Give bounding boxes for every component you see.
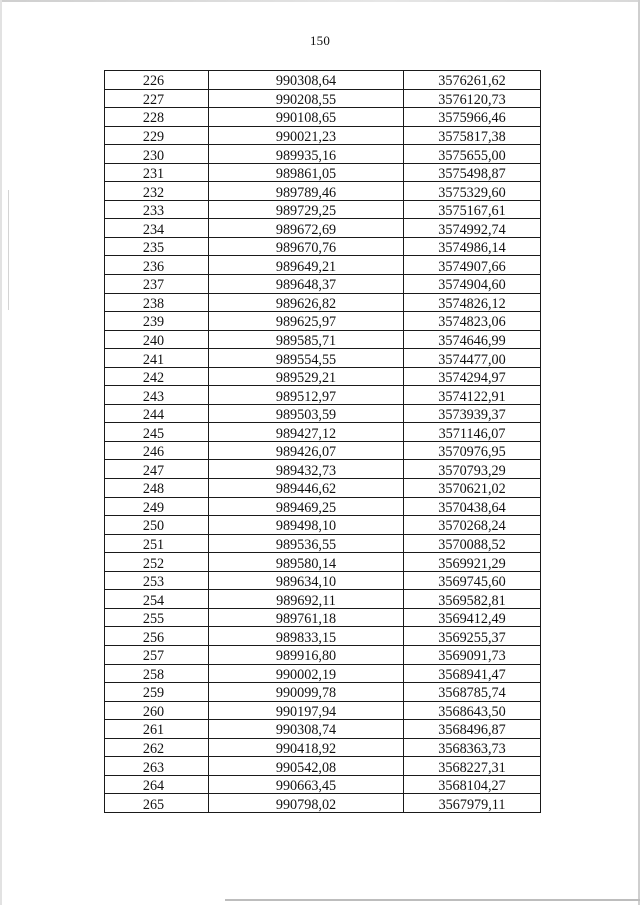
table-row: [105, 89, 541, 108]
point-number-cell: 230: [105, 145, 209, 164]
x-coordinate-cell: 990308,64: [209, 71, 404, 90]
point-number-cell: 240: [105, 330, 209, 349]
y-coordinate-cell: 3574294,97: [404, 367, 541, 386]
x-coordinate-cell: 989761,18: [209, 608, 404, 627]
table-row: [105, 757, 541, 776]
table-row: [105, 182, 541, 201]
table-row: [105, 571, 541, 590]
y-coordinate-cell: 3575966,46: [404, 108, 541, 127]
coordinates-table: [104, 70, 541, 813]
point-number-cell: 242: [105, 367, 209, 386]
x-coordinate-cell: 989427,12: [209, 423, 404, 442]
y-coordinate-cell: 3567979,11: [404, 794, 541, 813]
point-number-cell: 239: [105, 312, 209, 331]
x-coordinate-cell: 989512,97: [209, 386, 404, 405]
x-coordinate-cell: 989426,07: [209, 441, 404, 460]
x-coordinate-cell: 990108,65: [209, 108, 404, 127]
scan-mark-left: [8, 190, 9, 310]
x-coordinate-cell: 989634,10: [209, 571, 404, 590]
point-number-cell: 229: [105, 126, 209, 145]
y-coordinate-cell: 3570621,02: [404, 479, 541, 498]
x-coordinate-cell: 989432,73: [209, 460, 404, 479]
x-coordinate-cell: 989649,21: [209, 256, 404, 275]
x-coordinate-cell: 989861,05: [209, 163, 404, 182]
scan-edge-left: [0, 0, 2, 905]
point-number-cell: 234: [105, 219, 209, 238]
y-coordinate-cell: 3575655,00: [404, 145, 541, 164]
point-number-cell: 235: [105, 237, 209, 256]
x-coordinate-cell: 989469,25: [209, 497, 404, 516]
point-number-cell: 254: [105, 590, 209, 609]
table-row: [105, 608, 541, 627]
y-coordinate-cell: 3574477,00: [404, 349, 541, 368]
y-coordinate-cell: 3569255,37: [404, 627, 541, 646]
table-row: [105, 720, 541, 739]
y-coordinate-cell: 3570976,95: [404, 441, 541, 460]
table-row: [105, 534, 541, 553]
point-number-cell: 249: [105, 497, 209, 516]
y-coordinate-cell: 3574646,99: [404, 330, 541, 349]
y-coordinate-cell: 3568227,31: [404, 757, 541, 776]
table-row: [105, 683, 541, 702]
point-number-cell: 262: [105, 738, 209, 757]
table-row: [105, 293, 541, 312]
point-number-cell: 258: [105, 664, 209, 683]
point-number-cell: 251: [105, 534, 209, 553]
table-row: [105, 163, 541, 182]
point-number-cell: 231: [105, 163, 209, 182]
y-coordinate-cell: 3575817,38: [404, 126, 541, 145]
point-number-cell: 253: [105, 571, 209, 590]
point-number-cell: 260: [105, 701, 209, 720]
y-coordinate-cell: 3568941,47: [404, 664, 541, 683]
y-coordinate-cell: 3568104,27: [404, 775, 541, 794]
point-number-cell: 238: [105, 293, 209, 312]
x-coordinate-cell: 989648,37: [209, 275, 404, 294]
table-row: [105, 367, 541, 386]
table-row: [105, 645, 541, 664]
table-row: [105, 108, 541, 127]
scan-edge-bottom: [225, 899, 640, 901]
page-number: 150: [309, 33, 331, 48]
y-coordinate-cell: 3570088,52: [404, 534, 541, 553]
x-coordinate-cell: 989916,80: [209, 645, 404, 664]
table-row: [105, 386, 541, 405]
y-coordinate-cell: 3569745,60: [404, 571, 541, 590]
x-coordinate-cell: 989625,97: [209, 312, 404, 331]
table-row: [105, 794, 541, 813]
x-coordinate-cell: 989580,14: [209, 553, 404, 572]
point-number-cell: 233: [105, 200, 209, 219]
point-number-cell: 244: [105, 404, 209, 423]
table-row: [105, 219, 541, 238]
x-coordinate-cell: 990021,23: [209, 126, 404, 145]
y-coordinate-cell: 3576261,62: [404, 71, 541, 90]
point-number-cell: 264: [105, 775, 209, 794]
y-coordinate-cell: 3568496,87: [404, 720, 541, 739]
y-coordinate-cell: 3569582,81: [404, 590, 541, 609]
y-coordinate-cell: 3568643,50: [404, 701, 541, 720]
point-number-cell: 259: [105, 683, 209, 702]
y-coordinate-cell: 3570793,29: [404, 460, 541, 479]
x-coordinate-cell: 990663,45: [209, 775, 404, 794]
y-coordinate-cell: 3569412,49: [404, 608, 541, 627]
table-row: [105, 553, 541, 572]
table-row: [105, 404, 541, 423]
point-number-cell: 252: [105, 553, 209, 572]
x-coordinate-cell: 989833,15: [209, 627, 404, 646]
x-coordinate-cell: 989789,46: [209, 182, 404, 201]
y-coordinate-cell: 3574992,74: [404, 219, 541, 238]
x-coordinate-cell: 989554,55: [209, 349, 404, 368]
point-number-cell: 227: [105, 89, 209, 108]
table-row: [105, 71, 541, 90]
x-coordinate-cell: 990798,02: [209, 794, 404, 813]
point-number-cell: 247: [105, 460, 209, 479]
x-coordinate-cell: 989446,62: [209, 479, 404, 498]
table-row: [105, 516, 541, 535]
x-coordinate-cell: 990099,78: [209, 683, 404, 702]
x-coordinate-cell: 989498,10: [209, 516, 404, 535]
y-coordinate-cell: 3571146,07: [404, 423, 541, 442]
x-coordinate-cell: 989670,76: [209, 237, 404, 256]
x-coordinate-cell: 989935,16: [209, 145, 404, 164]
x-coordinate-cell: 990418,92: [209, 738, 404, 757]
x-coordinate-cell: 989626,82: [209, 293, 404, 312]
x-coordinate-cell: 989672,69: [209, 219, 404, 238]
table-row: [105, 590, 541, 609]
table-row: [105, 423, 541, 442]
x-coordinate-cell: 990002,19: [209, 664, 404, 683]
table-row: [105, 126, 541, 145]
coordinates-table-body: [105, 71, 541, 813]
y-coordinate-cell: 3573939,37: [404, 404, 541, 423]
y-coordinate-cell: 3576120,73: [404, 89, 541, 108]
point-number-cell: 241: [105, 349, 209, 368]
point-number-cell: 232: [105, 182, 209, 201]
x-coordinate-cell: 989729,25: [209, 200, 404, 219]
point-number-cell: 256: [105, 627, 209, 646]
point-number-cell: 237: [105, 275, 209, 294]
point-number-cell: 250: [105, 516, 209, 535]
table-row: [105, 479, 541, 498]
x-coordinate-cell: 989585,71: [209, 330, 404, 349]
point-number-cell: 226: [105, 71, 209, 90]
point-number-cell: 245: [105, 423, 209, 442]
y-coordinate-cell: 3574122,91: [404, 386, 541, 405]
point-number-cell: 255: [105, 608, 209, 627]
table-row: [105, 312, 541, 331]
table-row: [105, 275, 541, 294]
point-number-cell: 246: [105, 441, 209, 460]
table-row: [105, 497, 541, 516]
y-coordinate-cell: 3570438,64: [404, 497, 541, 516]
x-coordinate-cell: 990542,08: [209, 757, 404, 776]
table-row: [105, 627, 541, 646]
table-row: [105, 145, 541, 164]
scan-edge-top: [0, 0, 640, 2]
point-number-cell: 236: [105, 256, 209, 275]
y-coordinate-cell: 3568363,73: [404, 738, 541, 757]
table-row: [105, 738, 541, 757]
y-coordinate-cell: 3569921,29: [404, 553, 541, 572]
table-row: [105, 460, 541, 479]
table-row: [105, 349, 541, 368]
y-coordinate-cell: 3575167,61: [404, 200, 541, 219]
point-number-cell: 261: [105, 720, 209, 739]
table-row: [105, 330, 541, 349]
table-row: [105, 441, 541, 460]
table-row: [105, 256, 541, 275]
table-row: [105, 701, 541, 720]
table-row: [105, 664, 541, 683]
x-coordinate-cell: 990208,55: [209, 89, 404, 108]
y-coordinate-cell: 3568785,74: [404, 683, 541, 702]
point-number-cell: 228: [105, 108, 209, 127]
x-coordinate-cell: 990308,74: [209, 720, 404, 739]
point-number-cell: 265: [105, 794, 209, 813]
x-coordinate-cell: 989503,59: [209, 404, 404, 423]
table-row: [105, 775, 541, 794]
y-coordinate-cell: 3574904,60: [404, 275, 541, 294]
y-coordinate-cell: 3570268,24: [404, 516, 541, 535]
point-number-cell: 248: [105, 479, 209, 498]
y-coordinate-cell: 3574826,12: [404, 293, 541, 312]
x-coordinate-cell: 990197,94: [209, 701, 404, 720]
y-coordinate-cell: 3574986,14: [404, 237, 541, 256]
y-coordinate-cell: 3575498,87: [404, 163, 541, 182]
y-coordinate-cell: 3569091,73: [404, 645, 541, 664]
point-number-cell: 257: [105, 645, 209, 664]
x-coordinate-cell: 989692,11: [209, 590, 404, 609]
y-coordinate-cell: 3574907,66: [404, 256, 541, 275]
x-coordinate-cell: 989536,55: [209, 534, 404, 553]
y-coordinate-cell: 3575329,60: [404, 182, 541, 201]
x-coordinate-cell: 989529,21: [209, 367, 404, 386]
point-number-cell: 243: [105, 386, 209, 405]
table-row: [105, 237, 541, 256]
point-number-cell: 263: [105, 757, 209, 776]
table-row: [105, 200, 541, 219]
y-coordinate-cell: 3574823,06: [404, 312, 541, 331]
